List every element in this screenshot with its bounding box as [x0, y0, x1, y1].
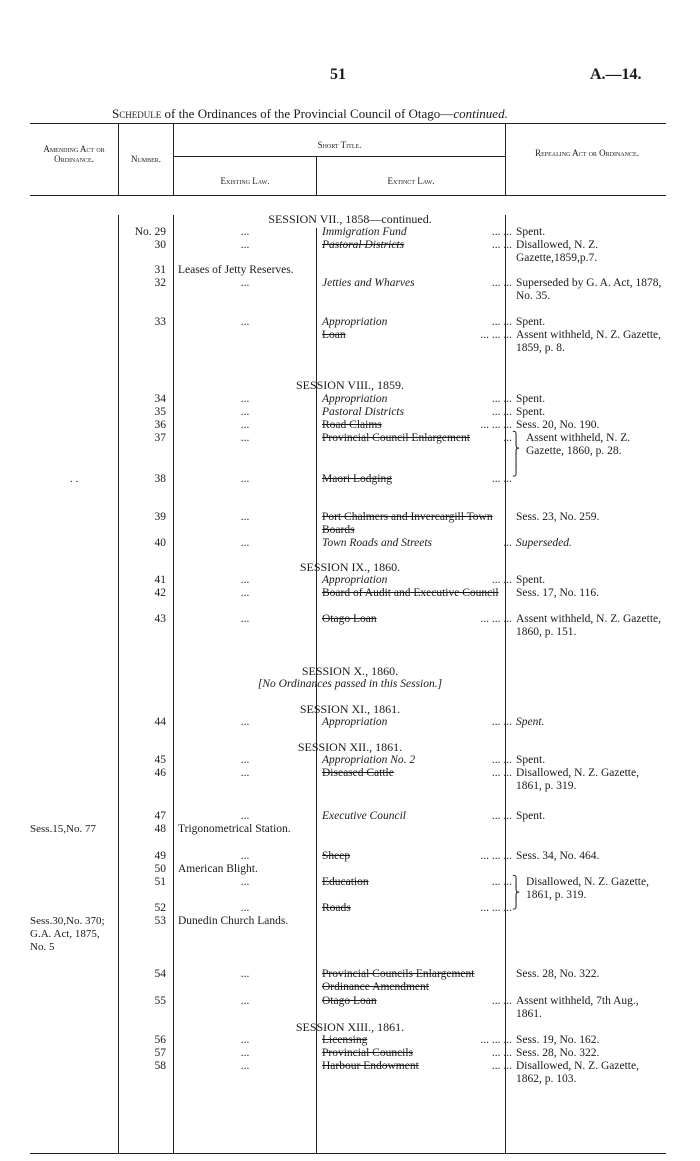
title-suffix: continued.: [453, 106, 508, 121]
repealing-act: Assent withheld, N. Z. Gazette, 1860, p. 28.: [526, 432, 631, 457]
existing-law: ...: [240, 754, 250, 766]
extinct-law: Road Claims ... ... ...: [322, 419, 512, 431]
extinct-law: Sheep ... ... ...: [322, 850, 512, 862]
existing-law: ...: [240, 1034, 250, 1046]
col-divider-4: [505, 123, 506, 195]
existing-law: ...: [240, 876, 250, 888]
schedule-title: [112, 106, 508, 122]
extinct-law: Provincial Councils Enlargement Ordinance Amendment: [322, 968, 475, 993]
ordinance-number: 46: [154, 767, 166, 779]
ordinance-number: 39: [154, 511, 166, 523]
repealing-act: Superseded by G. A. Act, 1878, No. 35.: [516, 277, 662, 302]
extinct-law: Port Chalmers and Invercargill Town Boards: [322, 511, 493, 536]
existing-law: ...: [240, 277, 250, 289]
col-header-amending: Amending Act or Ordinance.: [43, 144, 105, 164]
col-header-number: Number.: [130, 154, 162, 164]
existing-law: ...: [240, 995, 250, 1007]
ordinance-number: 30: [154, 239, 166, 251]
existing-law: ...: [240, 511, 250, 523]
ordinance-number: 51: [154, 876, 166, 888]
ordinance-number: 56: [154, 1034, 166, 1046]
repealing-act: Sess. 34, No. 464.: [516, 850, 600, 862]
extinct-law: Appropriation ... ...: [322, 393, 512, 405]
extinct-law: Otago Loan ... ...: [322, 995, 512, 1007]
repealing-act: Sess. 28, No. 322.: [516, 968, 600, 980]
existing-law: Trigonometrical Station.: [178, 823, 291, 835]
ordinance-number: 44: [154, 716, 166, 728]
ordinance-number: No. 29: [134, 226, 166, 238]
page-number: 51: [330, 66, 346, 83]
ordinance-number: 34: [154, 393, 166, 405]
table-header-bottom-rule: [30, 195, 666, 196]
repealing-act: Spent.: [516, 810, 546, 822]
ordinance-number: 54: [154, 968, 166, 980]
ordinance-number: 38: [154, 473, 166, 485]
ordinance-number: 35: [154, 406, 166, 418]
document-code: A.—14.: [590, 66, 642, 83]
extinct-law: Jetties and Wharves ... ...: [322, 277, 512, 289]
table-bottom-rule: [30, 1153, 666, 1154]
ordinance-number: 53: [154, 915, 166, 927]
existing-law: Dunedin Church Lands.: [178, 915, 289, 927]
existing-law: ...: [240, 968, 250, 980]
existing-law: ...: [240, 393, 250, 405]
repealing-act: Assent withheld, N. Z. Gazette, 1860, p. 151.: [516, 613, 661, 638]
extinct-law: Appropriation No. 2 ... ...: [322, 754, 512, 766]
short-title-rule: [173, 156, 505, 157]
repealing-act: Spent.: [516, 226, 546, 238]
extinct-law: Appropriation ... ...: [322, 316, 512, 328]
extinct-law: Pastoral Districts ... ...: [322, 406, 512, 418]
existing-law: ...: [240, 406, 250, 418]
ordinance-number: 40: [154, 537, 166, 549]
repealing-act: Sess. 19, No. 162.: [516, 1034, 600, 1046]
repealing-act: Spent.: [516, 316, 546, 328]
repealing-act: Assent withheld, N. Z. Gazette, 1859, p. 8.: [516, 329, 661, 354]
extinct-law: Appropriation ... ...: [322, 574, 512, 586]
ordinance-number: 47: [154, 810, 166, 822]
ordinance-number: 50: [154, 863, 166, 875]
session-heading: SESSION XI., 1861.: [299, 702, 401, 716]
existing-law: ...: [240, 473, 250, 485]
col-header-existing: Existing Law.: [220, 176, 270, 186]
existing-law: ...: [240, 850, 250, 862]
existing-law: ...: [240, 419, 250, 431]
existing-law: ...: [240, 767, 250, 779]
session-heading: SESSION VII., 1858—continued.: [268, 212, 432, 226]
extinct-law: Appropriation ... ...: [322, 716, 512, 728]
extinct-law: Town Roads and Streets ...: [322, 537, 512, 549]
existing-law: ...: [240, 716, 250, 728]
repealing-act: Sess. 28, No. 322.: [516, 1047, 600, 1059]
amending-act: Sess.15,No. 77: [30, 823, 97, 835]
extinct-law: Education ... ...: [322, 876, 512, 888]
ordinance-number: 41: [154, 574, 166, 586]
repealing-act: Spent.: [516, 406, 546, 418]
extinct-law: Diseased Cattle ... ...: [322, 767, 512, 779]
ordinance-number: 55: [154, 995, 166, 1007]
extinct-law: Harbour Endowment ... ...: [322, 1060, 512, 1072]
existing-law: ...: [240, 613, 250, 625]
repealing-act: Spent.: [516, 754, 546, 766]
existing-law: ...: [240, 432, 250, 444]
extinct-law: Loan ... ... ...: [322, 329, 512, 341]
brace-icon: ⎫ ⎬ ⎪ ⎭: [512, 432, 521, 477]
col-header-short-title: Short Title.: [317, 140, 362, 150]
repealing-act: Spent.: [516, 393, 546, 405]
existing-law: ...: [240, 316, 250, 328]
col-header-repealing: Repealing Act or Ordinance.: [535, 148, 639, 158]
ordinance-number: 43: [154, 613, 166, 625]
repealing-act: Disallowed, N. Z. Gazette, 1861, p. 319.: [516, 767, 639, 792]
session-note: [No Ordinances passed in this Session.]: [257, 678, 443, 690]
existing-law: ...: [240, 1060, 250, 1072]
repealing-act: Disallowed, N. Z. Gazette, 1861, p. 319.: [526, 876, 649, 901]
extinct-law: Immigration Fund ... ...: [322, 226, 512, 238]
ordinance-number: 58: [154, 1060, 166, 1072]
existing-law: ...: [240, 537, 250, 549]
session-heading: SESSION X., 1860.: [301, 664, 399, 678]
title-main: of the Ordinances of the Provincial Council of Otago—: [164, 106, 454, 121]
title-prefix: Schedule: [112, 106, 162, 121]
ordinance-number: 36: [154, 419, 166, 431]
existing-law: ...: [240, 587, 250, 599]
session-heading: SESSION VIII., 1859.: [295, 378, 405, 392]
session-heading: SESSION IX., 1860.: [299, 560, 401, 574]
ordinance-number: 37: [154, 432, 166, 444]
repealing-act: Sess. 20, No. 190.: [516, 419, 600, 431]
repealing-act: Spent.: [516, 716, 545, 728]
table-top-rule: [30, 123, 666, 124]
extinct-law: Provincial Councils ... ...: [322, 1047, 512, 1059]
extinct-law: Otago Loan ... ... ...: [322, 613, 512, 625]
extinct-law: Board of Audit and Executive Council: [322, 587, 499, 599]
existing-law: American Blight.: [178, 863, 258, 875]
extinct-law: Licensing ... ... ...: [322, 1034, 512, 1046]
extinct-law: Provincial Council Enlargement ...: [322, 432, 512, 444]
repealing-act: Disallowed, N. Z. Gazette,1859,p.7.: [516, 239, 599, 264]
existing-law: ...: [240, 902, 250, 914]
existing-law: ...: [240, 574, 250, 586]
ordinance-number: 31: [154, 264, 166, 276]
extinct-law: Roads ... ... ...: [322, 902, 512, 914]
existing-law: ...: [240, 1047, 250, 1059]
existing-law: ...: [240, 239, 250, 251]
ordinance-number: 32: [154, 277, 166, 289]
amending-act: Sess.30,No. 370; G.A. Act, 1875, No. 5: [30, 915, 105, 953]
repealing-act: Sess. 17, No. 116.: [516, 587, 599, 599]
existing-law: Leases of Jetty Reserves.: [178, 264, 294, 276]
session-heading: SESSION XII., 1861.: [297, 740, 403, 754]
repealing-act: Spent.: [516, 574, 546, 586]
extinct-law: Executive Council ... ...: [322, 810, 512, 822]
ordinance-number: 45: [154, 754, 166, 766]
repealing-act: Sess. 23, No. 259.: [516, 511, 600, 523]
amending-act: . .: [70, 473, 79, 485]
ordinance-number: 33: [154, 316, 166, 328]
repealing-act: Assent withheld, 7th Aug., 1861.: [516, 995, 639, 1020]
session-heading: SESSION XIII., 1861.: [295, 1020, 405, 1034]
extinct-law: Maori Lodging ... ...: [322, 473, 512, 485]
col-header-extinct: Extinct Law.: [387, 176, 435, 186]
brace-icon: ⎫ ⎬ ⎭: [512, 876, 521, 910]
col-divider-3-body: [316, 228, 317, 1153]
ordinance-number: 57: [154, 1047, 166, 1059]
ordinance-number: 52: [154, 902, 166, 914]
repealing-act: Disallowed, N. Z. Gazette, 1862, p. 103.: [516, 1060, 639, 1085]
existing-law: ...: [240, 810, 250, 822]
ordinance-number: 42: [154, 587, 166, 599]
repealing-act: Superseded.: [516, 537, 572, 549]
extinct-law: Pastoral Districts ... ...: [322, 239, 512, 251]
existing-law: ...: [240, 226, 250, 238]
ordinance-number: 49: [154, 850, 166, 862]
ordinance-number: 48: [154, 823, 166, 835]
